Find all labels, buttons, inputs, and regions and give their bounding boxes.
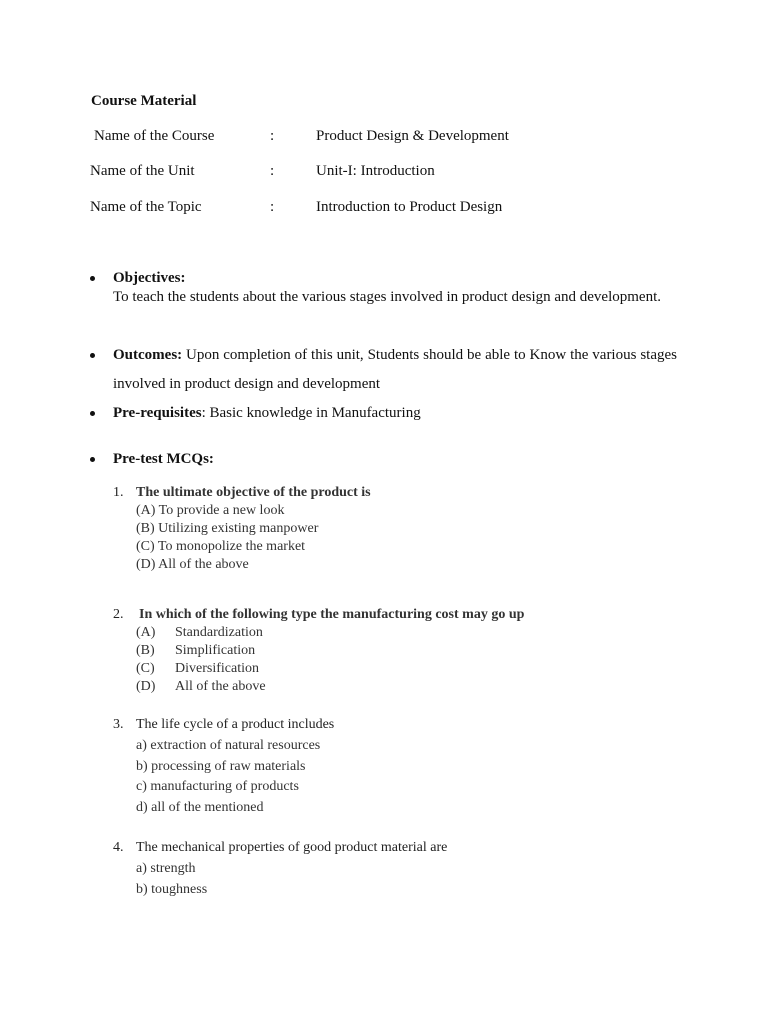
objectives-text: To teach the students about the various stages involved in product design and development. xyxy=(113,289,661,305)
bullet-dot-outcomes xyxy=(90,353,95,358)
question-4-number: 4. xyxy=(113,840,124,855)
question-1-text: The ultimate objective of the product is xyxy=(136,485,371,500)
question-3-number: 3. xyxy=(113,717,124,732)
course-name-label: Name of the Course xyxy=(94,128,215,144)
question-4-option-b: b) toughness xyxy=(136,882,208,897)
unit-name-label: Name of the Unit xyxy=(90,163,195,179)
question-3-option-c: c) manufacturing of products xyxy=(136,779,299,794)
course-name-colon: : xyxy=(270,128,275,144)
topic-name-value: Introduction to Product Design xyxy=(316,199,503,215)
question-1-number: 1. xyxy=(113,485,124,500)
bullet-dot-pretest xyxy=(90,457,95,462)
question-2-option-c-prefix: (C) xyxy=(136,661,155,676)
question-2-option-a-text: Standardization xyxy=(175,625,263,640)
outcomes-paragraph xyxy=(113,341,677,399)
question-1-option-c: (C) To monopolize the market xyxy=(136,539,306,554)
prerequisites-line xyxy=(113,405,421,422)
question-2-option-b-prefix: (B) xyxy=(136,643,155,658)
question-2-text: In which of the following type the manufacturing cost may go up xyxy=(139,607,525,622)
question-4-text: The mechanical properties of good product material are xyxy=(136,840,448,855)
course-name-value: Product Design & Development xyxy=(316,128,509,144)
question-2-number: 2. xyxy=(113,607,124,622)
question-3-text: The life cycle of a product includes xyxy=(136,717,335,732)
question-2-option-d-text: All of the above xyxy=(175,679,266,694)
pretest-heading: Pre-test MCQs: xyxy=(113,451,214,467)
question-2-option-a-prefix: (A) xyxy=(136,625,156,640)
question-2-option-d-prefix: (D) xyxy=(136,679,156,694)
question-1-option-a: (A) To provide a new look xyxy=(136,503,285,518)
topic-name-colon: : xyxy=(270,199,275,215)
topic-name-label: Name of the Topic xyxy=(90,199,202,215)
unit-name-value: Unit-I: Introduction xyxy=(316,163,435,179)
question-2-option-b-text: Simplification xyxy=(175,643,256,658)
question-4-option-a: a) strength xyxy=(136,861,196,876)
question-3-option-d: d) all of the mentioned xyxy=(136,800,264,815)
prerequisites-text: : Basic knowledge in Manufacturing xyxy=(201,405,421,421)
question-2-option-c-text: Diversification xyxy=(175,661,259,676)
unit-name-colon: : xyxy=(270,163,275,179)
question-3-option-a: a) extraction of natural resources xyxy=(136,738,321,753)
outcomes-text: Upon completion of this unit, Students should be able to Know the various stages involved in product design and development xyxy=(113,347,677,392)
question-3-option-b: b) processing of raw materials xyxy=(136,759,306,774)
outcomes-heading: Outcomes: xyxy=(113,347,183,363)
bullet-dot-prerequisites xyxy=(90,411,95,416)
prerequisites-heading: Pre-requisites xyxy=(113,405,202,421)
question-1-option-d: (D) All of the above xyxy=(136,557,249,572)
question-1-option-b: (B) Utilizing existing manpower xyxy=(136,521,319,536)
course-material-title: Course Material xyxy=(91,93,197,109)
bullet-dot-objectives xyxy=(90,276,95,281)
objectives-heading: Objectives: xyxy=(113,270,186,286)
